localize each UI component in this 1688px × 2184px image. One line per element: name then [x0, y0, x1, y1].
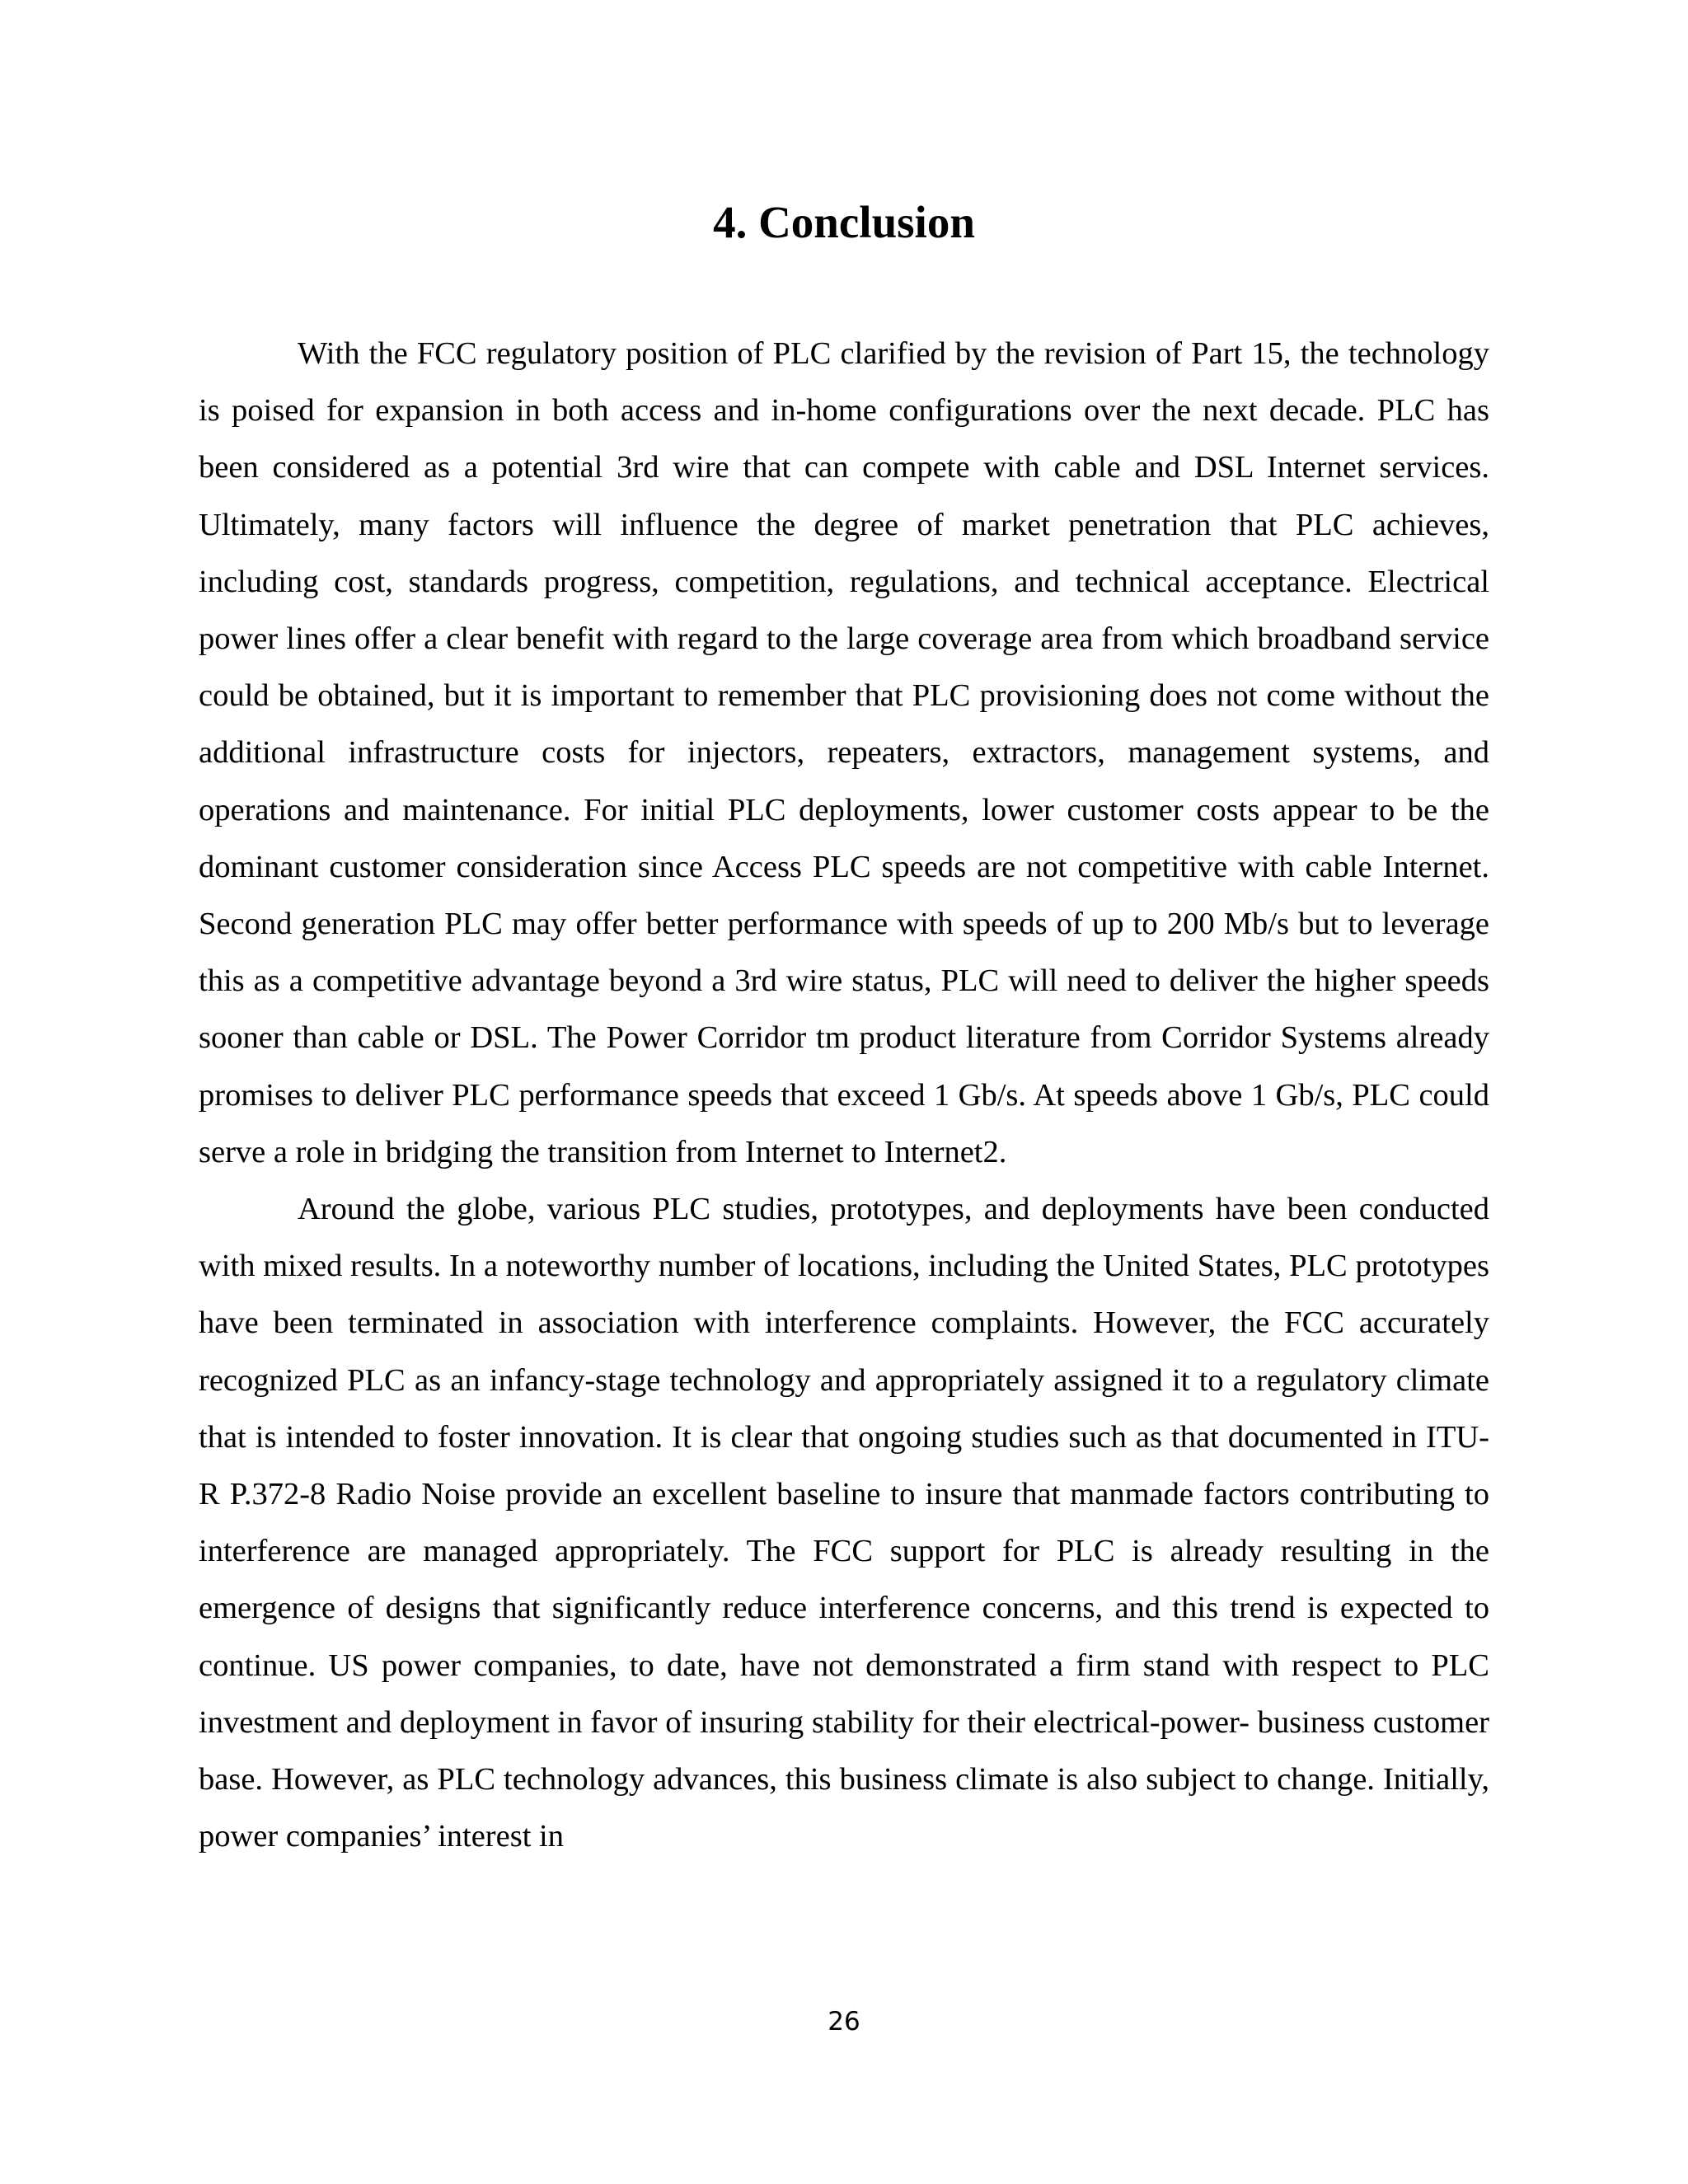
section-heading: 4. Conclusion [713, 197, 975, 247]
paragraph-1: With the FCC regulatory position of PLC clarified by the revision of Part 15, the technology is poised for expansion in both access and in-home configurations over the next decade. PLC has been considered as a potential 3rd wire that can compete with cable and DSL Internet services. Ultimately, many factors will influence the degree of market penetration that PLC achieves, including cost, standards progress, competition, regulations, and technical acceptance. Electrical power lines offer a clear benefit with regard to the large coverage area from which broadband service could be obtained, but it is important to remember that PLC provisioning does not come without the additional infrastructure costs for injectors, repeaters, extractors, management systems, and operations and maintenance. For initial PLC deployments, lower customer costs appear to be the dominant customer consideration since Access PLC speeds are not competitive with cable Internet. Second generation PLC may offer better performance with speeds of up to 200 Mb/s but to leverage this as a competitive advantage beyond a 3rd wire status, PLC will need to deliver the higher speeds sooner than cable or DSL. The Power Corridor tm product literature from Corridor Systems already promises to deliver PLC performance speeds that exceed 1 Gb/s. At speeds above 1 Gb/s, PLC could serve a role in bridging the transition from Internet to Internet2. [199, 336, 1489, 1169]
paragraph-2: Around the globe, various PLC studies, prototypes, and deployments have been conducted with mixed results. In a noteworthy number of locations, including the United States, PLC prototypes have been terminated in association with interference complaints. However, the FCC accurately recognized PLC as an infancy-stage technology and appropriately assigned it to a regulatory climate that is intended to foster innovation. It is clear that ongoing studies such as that documented in ITU-R P.372-8 Radio Noise provide an excellent baseline to insure that manmade factors contributing to interference are managed appropriately. The FCC support for PLC is already resulting in the emergence of designs that significantly reduce interference concerns, and this trend is expected to continue. US power companies, to date, have not demonstrated a firm stand with respect to PLC investment and deployment in favor of insuring stability for their electrical-power- business customer base. However, as PLC technology advances, this business climate is also subject to change. Initially, power companies’ interest in [199, 1192, 1489, 1854]
page-number: 26 [828, 2007, 860, 2036]
body-text [199, 326, 1489, 1865]
